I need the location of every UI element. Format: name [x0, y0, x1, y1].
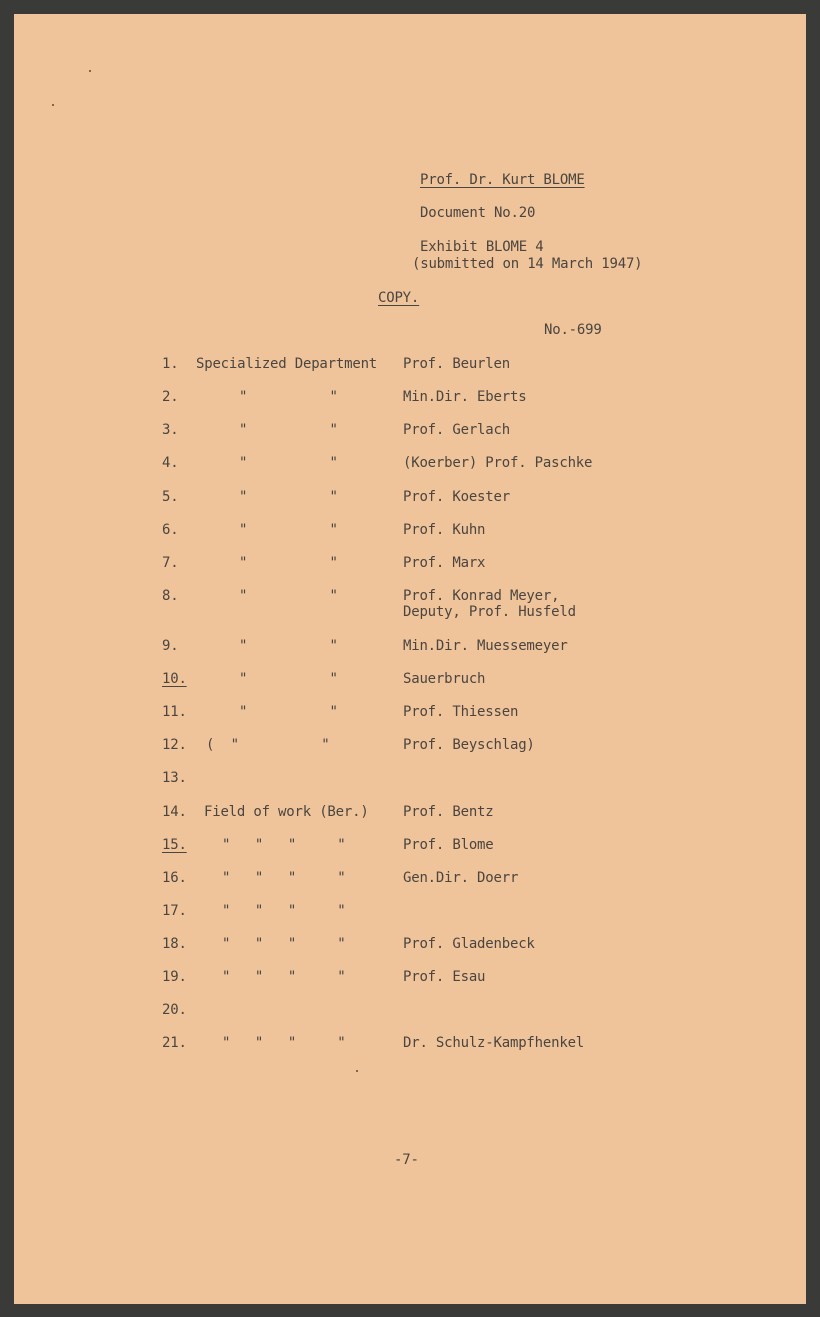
- row-number: 2.: [162, 389, 179, 405]
- row-number: 18.: [162, 936, 187, 952]
- row-number: 5.: [162, 489, 179, 505]
- row-department: " ": [239, 588, 338, 604]
- row-department: " ": [239, 455, 338, 471]
- row-department: " " " ": [222, 969, 346, 985]
- row-number: 4.: [162, 455, 179, 471]
- row-number: 15.: [162, 837, 187, 853]
- row-name: Prof. Koester: [403, 489, 510, 505]
- row-name-continued: Deputy, Prof. Husfeld: [403, 604, 576, 620]
- row-department: Field of work (Ber.): [204, 804, 369, 820]
- row-department: " " " ": [222, 870, 346, 886]
- row-name: Min.Dir. Muessemeyer: [403, 638, 568, 654]
- row-department: " ": [239, 522, 338, 538]
- row-name: Prof. Thiessen: [403, 704, 519, 720]
- row-department: " " " ": [222, 1035, 346, 1051]
- row-number: 16.: [162, 870, 187, 886]
- row-name: Gen.Dir. Doerr: [403, 870, 519, 886]
- row-number: 10.: [162, 671, 187, 687]
- row-name: Prof. Gerlach: [403, 422, 510, 438]
- row-department: ( " ": [206, 737, 330, 753]
- row-name: Prof. Bentz: [403, 804, 494, 820]
- row-number: 14.: [162, 804, 187, 820]
- row-number: 17.: [162, 903, 187, 919]
- row-number: 19.: [162, 969, 187, 985]
- row-department: " ": [239, 555, 338, 571]
- row-number: 7.: [162, 555, 179, 571]
- doc-number: Document No.20: [420, 205, 536, 221]
- row-name: Sauerbruch: [403, 671, 486, 687]
- row-department: " " " ": [222, 837, 346, 853]
- submitted-date: (submitted on 14 March 1947): [412, 256, 643, 272]
- paper-speck: [52, 104, 54, 106]
- row-department: " ": [239, 671, 338, 687]
- row-name: Prof. Marx: [403, 555, 486, 571]
- row-number: 1.: [162, 356, 179, 372]
- document-page: [14, 14, 806, 1304]
- row-department: " ": [239, 389, 338, 405]
- paper-speck: [89, 70, 91, 72]
- row-name: (Koerber) Prof. Paschke: [403, 455, 593, 471]
- row-number: 8.: [162, 588, 179, 604]
- row-number: 21.: [162, 1035, 187, 1051]
- row-name: Prof. Gladenbeck: [403, 936, 535, 952]
- row-number: 6.: [162, 522, 179, 538]
- row-name: Min.Dir. Eberts: [403, 389, 527, 405]
- row-department: " ": [239, 489, 338, 505]
- reference-number: No.-699: [544, 322, 602, 338]
- row-number: 11.: [162, 704, 187, 720]
- doc-author: Prof. Dr. Kurt BLOME: [420, 172, 585, 188]
- paper-speck: [356, 1070, 358, 1072]
- row-department: Specialized Department: [196, 356, 378, 372]
- row-name: Prof. Konrad Meyer,: [403, 588, 560, 604]
- row-department: " ": [239, 638, 338, 654]
- row-department: " ": [239, 422, 338, 438]
- row-name: Prof. Beurlen: [403, 356, 510, 372]
- row-name: Prof. Blome: [403, 837, 494, 853]
- exhibit-label: Exhibit BLOME 4: [420, 239, 544, 255]
- copy-label: COPY.: [378, 290, 420, 306]
- row-number: 3.: [162, 422, 179, 438]
- row-name: Prof. Beyschlag): [403, 737, 535, 753]
- row-number: 20.: [162, 1002, 187, 1018]
- row-number: 9.: [162, 638, 179, 654]
- row-name: Prof. Kuhn: [403, 522, 486, 538]
- row-department: " " " ": [222, 903, 346, 919]
- row-department: " ": [239, 704, 338, 720]
- row-name: Prof. Esau: [403, 969, 486, 985]
- row-number: 12.: [162, 737, 187, 753]
- row-number: 13.: [162, 770, 187, 786]
- row-department: " " " ": [222, 936, 346, 952]
- row-name: Dr. Schulz-Kampfhenkel: [403, 1035, 585, 1051]
- page-number: -7-: [394, 1152, 419, 1168]
